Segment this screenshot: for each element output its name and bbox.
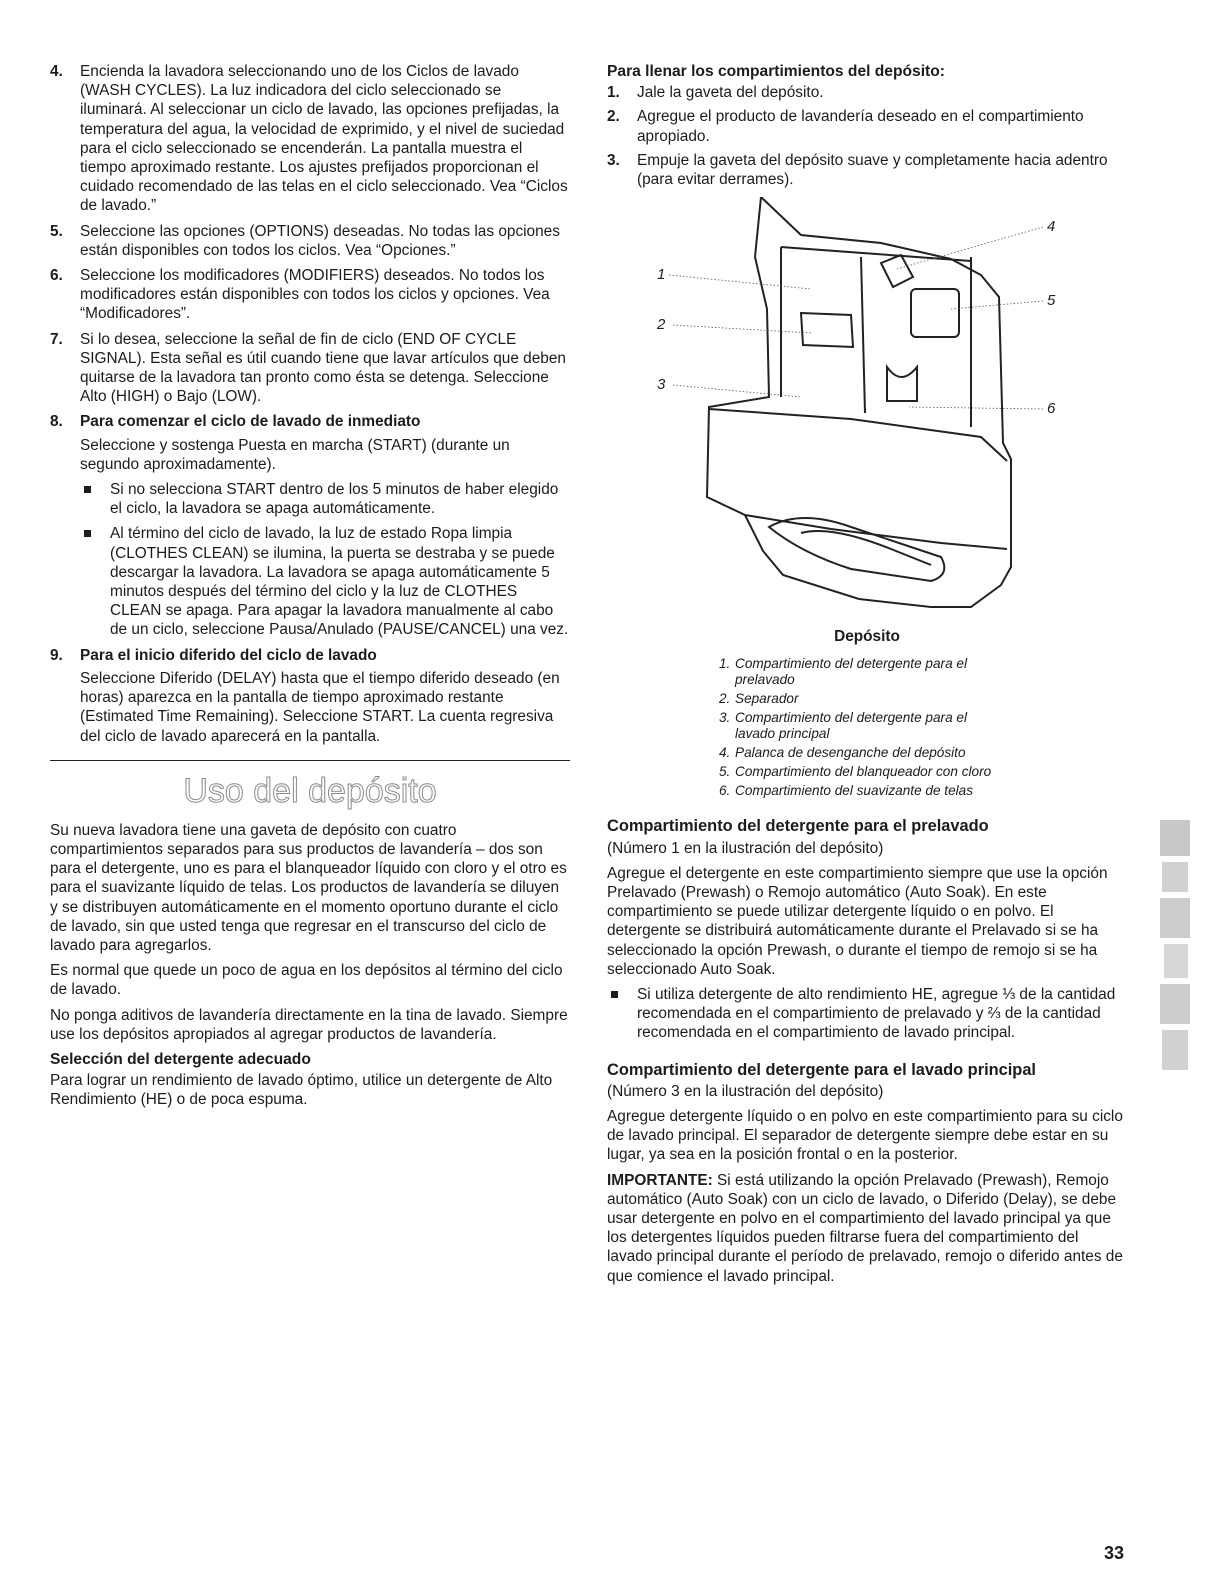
caption-text: Palanca de desenganche del depósito xyxy=(735,745,966,761)
important-label: IMPORTANTE: xyxy=(607,1171,713,1189)
bullet-item: Si utiliza detergente de alto rendimiento HE, agregue ⅓ de la cantidad recomendada en el compartimiento de prelavado y ⅔ de la cantidad recomendada en el compartimiento de lavado principal. xyxy=(607,985,1127,1043)
dispenser-drawer-illustration xyxy=(651,197,1071,617)
caption-item xyxy=(719,745,1009,761)
step-number: 4. xyxy=(50,63,63,80)
leader-line-2 xyxy=(673,325,811,333)
step-number: 9. xyxy=(50,646,63,664)
caption-number: 1. xyxy=(719,656,731,672)
detergent-heading: Selección del detergente adecuado xyxy=(50,1050,311,1068)
caption-text: Compartimiento del detergente para el lavado principal xyxy=(735,710,967,742)
figure-caption-title: Depósito xyxy=(834,628,900,646)
fill-heading: Para llenar los compartimientos del depósito: xyxy=(607,63,945,80)
caption-item xyxy=(719,656,1009,688)
caption-text: Compartimiento del suavizante de telas xyxy=(735,783,974,799)
caption-number: 6. xyxy=(719,783,731,799)
paragraph: Es normal que quede un poco de agua en los depósitos al término del ciclo de lavado. xyxy=(50,962,563,999)
drawer-front xyxy=(709,409,1007,461)
figure-captions xyxy=(719,656,1009,799)
step-text: Agregue el producto de lavandería deseado en el compartimiento apropiado. xyxy=(637,108,1084,145)
section-title: Uso del depósito xyxy=(183,771,437,810)
step-6 xyxy=(50,266,570,324)
paragraph: No ponga aditivos de lavandería directamente en la tina de lavado. Siempre use los depósitos apropiados al agregar productos de lavandería. xyxy=(50,1006,568,1043)
bleach-cup xyxy=(911,289,959,337)
step-text: Jale la gaveta del depósito. xyxy=(637,84,824,102)
caption-text: Compartimiento del blanqueador con cloro xyxy=(735,764,992,780)
diagram-label-6: 6 xyxy=(1047,400,1056,418)
step-7 xyxy=(50,330,570,407)
diagram-label-4: 4 xyxy=(1047,218,1056,236)
caption-item xyxy=(719,691,1009,707)
compartment-back xyxy=(781,247,971,261)
step-number: 2. xyxy=(607,108,620,126)
step-number: 6. xyxy=(50,267,63,285)
leader-line-1 xyxy=(669,275,811,289)
step-text: Seleccione los modificadores (MODIFIERS) deseados. No todos los modificadores están disponibles con todos los ciclos y opciones. Vea “Modificadores”. xyxy=(80,267,550,323)
prewash-heading: Compartimiento del detergente para el prelavado xyxy=(607,817,989,836)
caption-number: 2. xyxy=(719,691,731,707)
step-number: 1. xyxy=(607,84,620,102)
main-wash-heading: Compartimiento del detergente para el lavado principal xyxy=(607,1060,1036,1079)
release-lever xyxy=(881,255,913,287)
diagram-label-1: 1 xyxy=(657,266,666,284)
step-text: Seleccione las opciones (OPTIONS) deseadas. No todas las opciones están disponibles con todos los ciclos. Vea “Opciones.” xyxy=(80,222,560,259)
softener-siphon xyxy=(887,367,917,401)
compartment-wall-mid xyxy=(861,257,865,413)
step-8 xyxy=(50,412,570,474)
paragraph: Agregue el detergente en este compartimiento siempre que use la opción Prelavado (Prewash) o Remojo automático (Auto Soak). En este compartimiento se puede utilizar detergente líquido o en polvo. El detergente se distribuirá automáticamente durante el Prelavado si se ha seleccionado la opción Prewash, o durante el tiempo de remojo si se ha seleccionado Auto Soak. xyxy=(607,864,1108,978)
step-number: 8. xyxy=(50,413,63,431)
important-text: Si está utilizando la opción Prelavado (Prewash), Remojo automático (Auto Soak) con un ciclo de lavado, o Diferido (Delay), se debe usar detergente en polvo en el compartimiento del lavado principal ya que los detergentes líquidos pueden filtrarse fuera del compartimiento del lavado principal durante el período de prelavado, remojo o diferido antes de que comience el lavado principal. xyxy=(607,1171,1123,1285)
caption-text: Separador xyxy=(735,691,799,707)
caption-number: 5. xyxy=(719,764,731,780)
important-note xyxy=(607,1171,1127,1286)
main-wash-subtitle: (Número 3 en la ilustración del depósito) xyxy=(607,1082,884,1100)
step-text: Si lo desea, seleccione la señal de fin de ciclo (END OF CYCLE SIGNAL). Esta señal es útil cuando tiene que lavar artículos que deben quitarse de la lavadora tan pronto como ésta se detenga. Seleccione Alto (HIGH) o Bajo (LOW). xyxy=(80,330,566,406)
caption-item xyxy=(719,764,1009,780)
step-number: 5. xyxy=(50,222,63,240)
step-heading: Para el inicio diferido del ciclo de lavado xyxy=(80,646,377,664)
caption-number: 3. xyxy=(719,710,731,726)
paragraph: Su nueva lavadora tiene una gaveta de depósito con cuatro compartimientos separados para sus productos de lavandería – dos son para el detergente, uno es para el blanqueador líquido con cloro y el otro es para el suavizante líquido de telas. Los productos de lavandería se diluyen y se distribuyen automáticamente en el momento oportuno durante el ciclo de lavado, sin que usted tenga que regresar en el transcurso del ciclo de lavado para agregarlos. xyxy=(50,821,567,954)
step-text: Seleccione y sostenga Puesta en marcha (START) (durante un segundo aproximadamente). xyxy=(80,436,510,473)
step-text: Seleccione Diferido (DELAY) hasta que el tiempo diferido deseado (en horas) aparezca en la pantalla de tiempo aproximado restante (Estimated Time Remaining). Seleccione START. La cuenta regresiva del ciclo de lavado aparecerá en la pantalla. xyxy=(80,669,560,745)
fill-step xyxy=(607,151,1127,189)
right-column xyxy=(607,62,1127,1292)
prewash-subtitle: (Número 1 en la ilustración del depósito) xyxy=(607,839,884,857)
separator xyxy=(801,313,853,347)
paragraph: Agregue detergente líquido o en polvo en este compartimiento para su ciclo de lavado principal. El separador de detergente siempre debe estar en su lugar, ya sea en la posición frontal o en la posterior. xyxy=(607,1108,1123,1164)
fill-step xyxy=(607,107,1127,145)
diagram-label-5: 5 xyxy=(1047,292,1056,310)
step-5 xyxy=(50,222,570,260)
left-column xyxy=(50,62,570,1116)
paragraph: Para lograr un rendimiento de lavado óptimo, utilice un detergente de Alto Rendimiento (HE) o de poca espuma. xyxy=(50,1072,553,1109)
caption-item xyxy=(719,783,1009,799)
step-number: 3. xyxy=(607,151,620,169)
step-4 xyxy=(50,62,570,216)
side-tab-graphic xyxy=(1156,820,1194,1072)
step-text: Encienda la lavadora seleccionando uno de los Ciclos de lavado (WASH CYCLES). La luz indicadora del ciclo seleccionado se iluminará. Al seleccionar un ciclo de lavado, las opciones prefijadas, la temperatura del agua, la velocidad de exprimido, y el nivel de suciedad para el ciclo seleccionado se encenderán. La pantalla muestra el tiempo aproximado restante. Los ajustes prefijados proporcionan el cuidado recomendado de las telas en el ciclo seleccionado. Vea “Ciclos de lavado.” xyxy=(80,63,568,215)
bullet-item: Al término del ciclo de lavado, la luz de estado Ropa limpia (CLOTHES CLEAN) se ilumina, la puerta se destraba y se puede descargar la lavadora. La lavadora se apaga automáticamente 5 minutos después del término del ciclo y la luz de CLOTHES CLEAN se apaga. Para apagar la lavadora manualmente al cabo de un ciclo, seleccione Pausa/Anulado (PAUSE/CANCEL) una vez. xyxy=(80,524,570,639)
fill-step xyxy=(607,83,1127,102)
page-number: 33 xyxy=(1104,1543,1125,1563)
step-text: Empuje la gaveta del depósito suave y completamente hacia adentro (para evitar derrames). xyxy=(637,151,1108,189)
leader-line-6 xyxy=(909,407,1043,409)
step-9 xyxy=(50,646,570,746)
caption-text: Compartimiento del detergente para el prelavado xyxy=(735,656,967,688)
diagram-label-2: 2 xyxy=(657,316,666,334)
bullet-item: Si no selecciona START dentro de los 5 minutos de haber elegido el ciclo, la lavadora se apaga automáticamente. xyxy=(80,480,570,518)
drawer-handle xyxy=(769,518,944,581)
step-number: 7. xyxy=(50,330,63,348)
diagram-label-3: 3 xyxy=(657,376,666,394)
section-divider xyxy=(50,760,570,761)
caption-number: 4. xyxy=(719,745,731,761)
caption-item xyxy=(719,710,1009,742)
step-heading: Para comenzar el ciclo de lavado de inmediato xyxy=(80,413,421,431)
leader-line-5 xyxy=(951,301,1043,309)
